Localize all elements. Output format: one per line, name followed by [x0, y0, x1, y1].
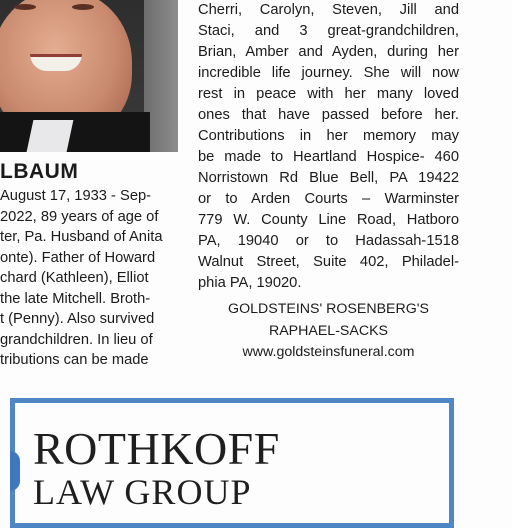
funeral-home-name-2: RAPHAEL-SACKS — [268, 322, 389, 339]
law-group-advertisement — [10, 398, 454, 528]
funeral-home-website: www.goldsteinsfuneral.com — [242, 344, 415, 360]
obit-left-line: ter, Pa. Husband of Anita — [0, 229, 163, 245]
ad-title: ROTHKOFF — [33, 423, 280, 474]
logo-mark-icon — [10, 451, 20, 491]
portrait-photo — [0, 0, 178, 152]
right-eye — [72, 4, 94, 10]
obit-right-line: Staci, and 3 great-grandchildren, — [198, 23, 459, 39]
obit-right-line: phia PA, 19020. — [198, 275, 302, 291]
obit-left-line: 2022, 89 years of age of — [0, 208, 159, 225]
obit-right-line: ones that have passed before her. — [198, 107, 459, 123]
ad-subtitle: LAW GROUP — [33, 472, 252, 512]
deceased-name: LBAUM — [0, 160, 79, 183]
obit-right-line: Brian, Amber and Ayden, during her — [198, 44, 459, 60]
obit-right-line: incredible life journey. She will now — [198, 65, 459, 81]
obituary-right-column — [198, 0, 459, 364]
obit-left-line: t (Penny). Also survived — [0, 311, 155, 327]
obituary-left-column — [0, 186, 178, 371]
obit-right-line: PA, 19040 or to Hadassah-1518 — [198, 233, 459, 249]
obit-left-line: tributions can be made — [0, 352, 149, 368]
left-eye — [14, 4, 36, 10]
obit-right-line: Cherri, Carolyn, Steven, Jill and — [198, 2, 459, 18]
obit-right-line: Contributions in her memory may — [198, 128, 459, 144]
obit-left-line: onte). Father of Howard — [0, 249, 156, 266]
obit-right-line: or to Arden Courts – Warminster — [198, 191, 459, 207]
obit-left-line: August 17, 1933 - Sep- — [0, 188, 152, 204]
obit-right-line: 779 W. County Line Road, Hatboro — [198, 212, 459, 228]
jacket — [0, 112, 150, 152]
obit-right-line: rest in peace with her many loved — [198, 86, 459, 102]
obit-right-line: Walnut Street, Suite 402, Philadel- — [198, 254, 459, 270]
obit-left-line: grandchildren. In lieu of — [0, 331, 153, 348]
shirt-collar — [27, 120, 74, 152]
funeral-home-name: GOLDSTEINS' ROSENBERG'S — [228, 301, 429, 317]
obit-right-line: be made to Heartland Hospice- 460 — [198, 149, 459, 165]
smile — [30, 54, 82, 71]
obit-left-line: chard (Kathleen), Elliot — [0, 270, 149, 286]
obit-right-line: Norristown Rd Blue Bell, PA 19422 — [198, 170, 459, 186]
obit-left-line: the late Mitchell. Broth- — [0, 290, 151, 307]
